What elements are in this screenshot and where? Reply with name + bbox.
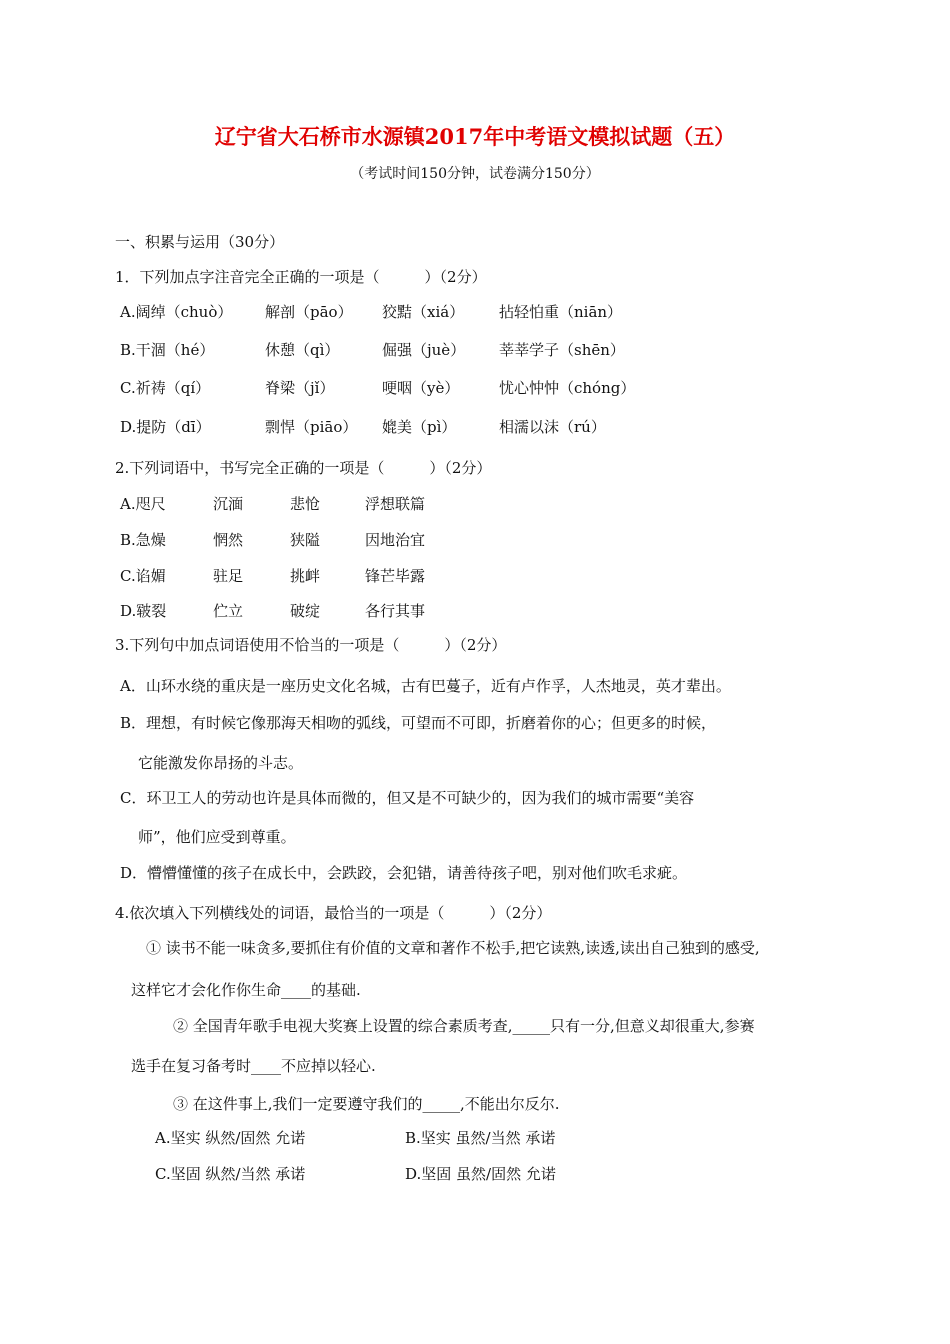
question-3-stem: 3.下列句中加点词语使用不恰当的一项是（ ）（2分）: [115, 636, 507, 654]
q1-option-row-2-item-4: 莘莘学子（shēn）: [499, 341, 625, 359]
q1-option-row-2-item-2: 休憩（qì）: [265, 341, 340, 359]
section-heading: 一、积累与运用（30分）: [115, 233, 285, 251]
q2-option-row-4-item-4: 各行其事: [365, 602, 426, 620]
question-4-passage-2: ② 全国青年歌手电视大奖赛上设置的综合素质考查,_____只有一分,但意义却很重大,参赛: [173, 1017, 755, 1035]
exam-title: 辽宁省大石桥市水源镇2017年中考语文模拟试题（五）: [214, 124, 736, 149]
q2-option-row-3-item-1: C.谄媚: [120, 567, 166, 585]
q2-option-row-2-item-1: B.急燥: [120, 531, 166, 549]
q2-option-row-1-item-1: A.咫尺: [120, 495, 166, 513]
q1-option-row-1-item-4: 拈轻怕重（niān）: [499, 303, 623, 321]
q1-option-row-3-item-4: 忧心忡忡（chóng）: [499, 379, 636, 397]
question-4-option-c: C.坚固 纵然/当然 承诺: [155, 1165, 306, 1183]
q2-option-row-2-item-4: 因地治宜: [365, 531, 426, 549]
q2-option-row-1-item-4: 浮想联篇: [365, 495, 426, 513]
q2-option-row-3-item-3: 挑衅: [290, 567, 321, 585]
q2-option-row-3-item-4: 锋芒毕露: [365, 567, 426, 585]
question-3-option-b-cont: 它能激发你昂扬的斗志。: [138, 754, 304, 772]
question-4-passage-1-cont: 这样它才会化作你生命____的基础.: [131, 981, 361, 999]
question-3-option-a: A．山环水绕的重庆是一座历史文化名城，古有巴蔓子，近有卢作孚，人杰地灵，英才辈出。: [120, 677, 731, 695]
question-4-option-a: A.坚实 纵然/固然 允诺: [155, 1129, 306, 1147]
question-4-option-b: B.坚实 虽然/当然 承诺: [405, 1129, 556, 1147]
exam-subtitle: （考试时间150分钟，试卷满分150分）: [350, 166, 600, 182]
question-4-passage-2-cont: 选手在复习备考时____不应掉以轻心.: [131, 1057, 376, 1075]
question-4-passage-1: ① 读书不能一味贪多,要抓住有价值的文章和著作不松手,把它读熟,读透,读出自己独到的感受,: [146, 939, 760, 957]
q1-option-row-3-item-3: 哽咽（yè）: [382, 379, 460, 397]
q1-option-row-1-item-2: 解剖（pāo）: [265, 303, 353, 321]
q2-option-row-4-item-1: D.皲裂: [120, 602, 167, 620]
question-4-passage-3: ③ 在这件事上,我们一定要遵守我们的_____,不能出尔反尔.: [173, 1095, 560, 1113]
q2-option-row-1-item-3: 悲怆: [290, 495, 321, 513]
question-4-stem: 4.依次填入下列横线处的词语，最恰当的一项是（ ）（2分）: [115, 904, 552, 922]
q1-option-row-2-item-1: B.干涸（hé）: [120, 341, 215, 359]
q1-option-row-4-item-3: 媲美（pì）: [382, 418, 457, 436]
q2-option-row-2-item-2: 惘然: [213, 531, 244, 549]
q1-option-row-3-item-2: 脊梁（jǐ）: [265, 379, 335, 397]
q2-option-row-4-item-2: 伫立: [213, 602, 244, 620]
q2-option-row-4-item-3: 破绽: [290, 602, 321, 620]
question-4-option-d: D.坚固 虽然/固然 允诺: [405, 1165, 556, 1183]
question-3-option-c-cont: 师”，他们应受到尊重。: [138, 828, 296, 846]
q1-option-row-4-item-1: D.提防（dī）: [120, 418, 211, 436]
question-1-stem: 1．下列加点字注音完全正确的一项是（ ）（2分）: [115, 268, 487, 286]
question-2-stem: 2.下列词语中，书写完全正确的一项是（ ）（2分）: [115, 459, 492, 477]
q1-option-row-1-item-1: A.阔绰（chuò）: [120, 303, 233, 321]
q1-option-row-1-item-3: 狡黠（xiá）: [382, 303, 465, 321]
question-3-option-b: B．理想，有时候它像那海天相吻的弧线，可望而不可即，折磨着你的心；但更多的时候，: [120, 714, 717, 732]
q2-option-row-1-item-2: 沉湎: [213, 495, 244, 513]
question-3-option-d: D．懵懵懂懂的孩子在成长中，会跌跤，会犯错，请善待孩子吧，别对他们吹毛求疵。: [120, 864, 688, 882]
q1-option-row-4-item-4: 相濡以沫（rú）: [499, 418, 606, 436]
q1-option-row-3-item-1: C.祈祷（qí）: [120, 379, 211, 397]
q2-option-row-3-item-2: 驻足: [213, 567, 244, 585]
q1-option-row-2-item-3: 倔强（juè）: [382, 341, 466, 359]
question-3-option-c: C．环卫工人的劳动也许是具体而微的，但又是不可缺少的，因为我们的城市需要“美容: [120, 789, 695, 807]
q2-option-row-2-item-3: 狭隘: [290, 531, 321, 549]
q1-option-row-4-item-2: 剽悍（piāo）: [265, 418, 358, 436]
